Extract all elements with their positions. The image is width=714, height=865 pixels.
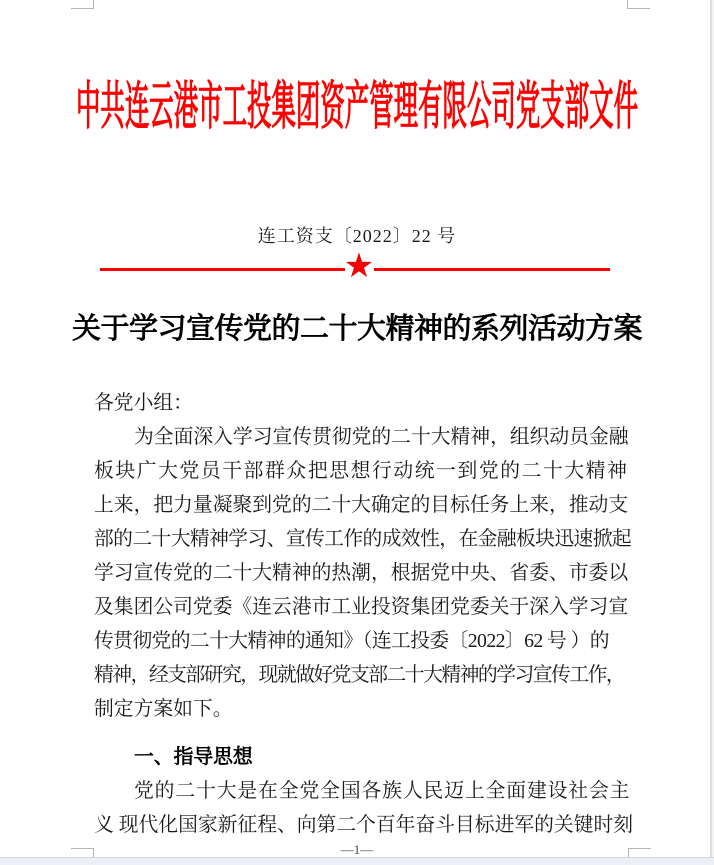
body-line: 及集团公司党委《连云港市工业投资集团党委关于深入学习宣 (94, 596, 629, 618)
crop-mark-top-right (627, 0, 650, 9)
body-line: 精神，经支部研究，现就做好党支部二十大精神的学习宣传工作， (94, 664, 625, 686)
body-line: 部的二十大精神学习、宣传工作的成效性，在金融板块迅速掀起 (94, 528, 632, 550)
document-body (94, 386, 633, 842)
app-bottom-strip (0, 857, 714, 865)
body-line: 为全面深入学习宣传贯彻党的二十大精神，组织动员金融 (134, 426, 629, 448)
document-title: 关于学习宣传党的二十大精神的系列活动方案 (71, 313, 642, 345)
section-heading: 一、指导思想 (134, 746, 253, 768)
letterhead-org-title: 中共连云港市工投集团资产管理有限公司党支部文件 (75, 79, 639, 136)
body-line: 学习宣传党的二十大精神的热潮，根据党中央、省委、市委以 (94, 562, 629, 584)
crop-mark-top-left (71, 0, 94, 9)
body-line: 上来，把力量凝聚到党的二十大确定的目标任务上来，推动支 (94, 494, 629, 516)
page-number: —1— (340, 842, 374, 857)
body-line: 制定方案如下。 (94, 698, 233, 720)
body-line: 传贯彻党的二十大精神的通知》（连工投委〔2022〕62 号 ）的 (94, 630, 609, 652)
letterhead-rule-left (100, 268, 345, 271)
document-number: 连工资支〔2022〕22 号 (257, 226, 457, 246)
star-icon: ★ (343, 246, 375, 286)
body-line: 党的二十大是在全党全国各族人民迈上全面建设社会主 (134, 780, 631, 802)
salutation: 各党小组： (94, 392, 193, 414)
body-line: 义 现代化国家新征程、向第二个百年奋斗目标进军的关键时刻 (94, 814, 634, 836)
body-line: 板块广大党员干部群众把思想行动统一到党的二十大精神 (94, 460, 629, 482)
letterhead (0, 80, 714, 138)
letterhead-rule-right (374, 268, 610, 271)
